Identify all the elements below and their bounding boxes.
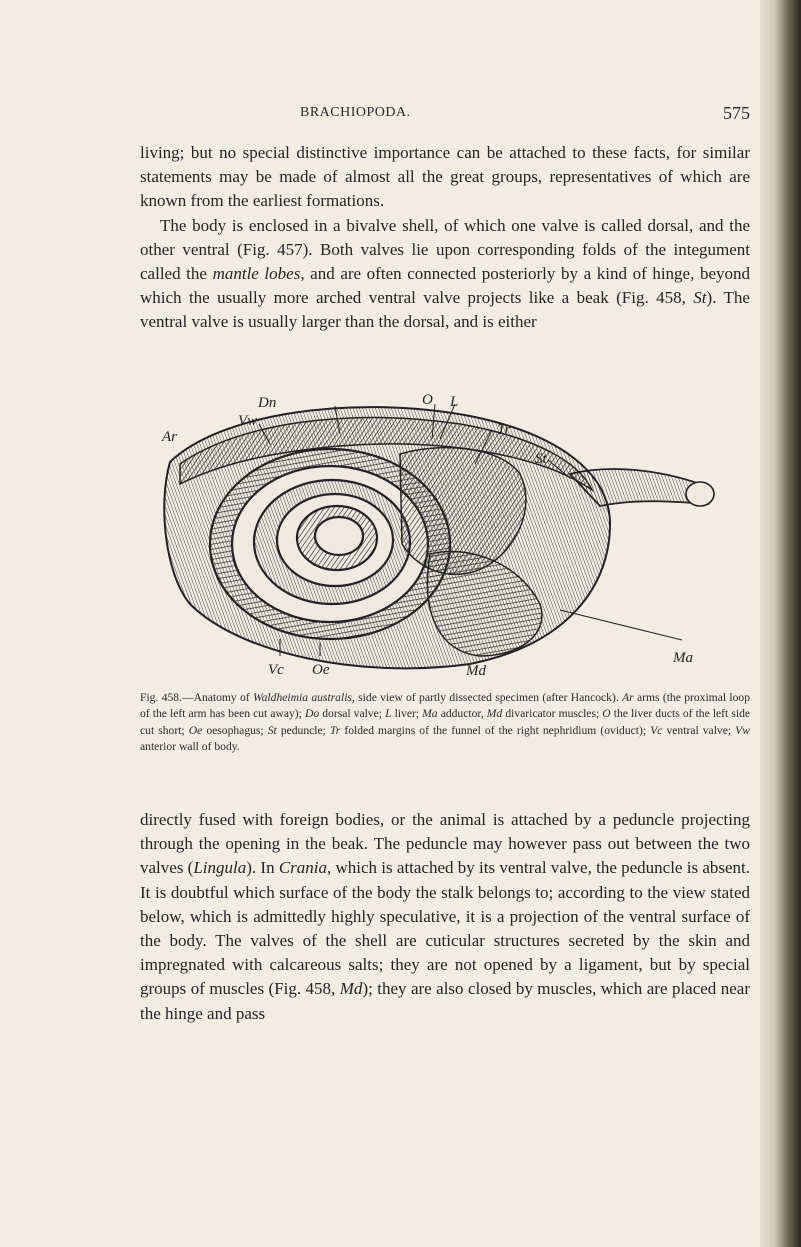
figure-458 — [140, 394, 750, 676]
label-l: L — [450, 394, 459, 410]
paragraph-3: directly fused with foreign bodies, or the animal is attached by a peduncle projecting through the opening in the beak. The peduncle may however pass out between the two valves (Lingula). In Crania, which is attached by its ventral valve, the peduncle is absent. It is doubtful which surface of the body the stalk belongs to; according to the view stated below, which is admittedly highly speculative, it is a projection of the ventral surface of the body. The valves of the shell are cuticular structures secreted by the skin and impregnated with calcareous salts; they are not opened by a ligament, but by special groups of muscles (Fig. 458, Md); they are also closed by muscles, which are placed near the hinge and pass — [140, 810, 751, 1023]
top-text-block — [140, 141, 750, 335]
label-st: St — [535, 451, 547, 467]
paragraph-2: The body is enclosed in a bivalve shell, of which one valve is called dorsal, and the other ventral (Fig. 457). Both valves lie upon corresponding folds of the integument called the mantle lobes, and are often connected posteriorly by a kind of hinge, beyond which the usually more arched ventral valve projects like a beak (Fig. 458, St). The ventral valve is usually larger than the dorsal, and is either — [140, 215, 750, 332]
label-ma: Ma — [673, 650, 693, 666]
running-head: BRACHIOPODA. — [300, 105, 411, 120]
label-vc: Vc — [268, 662, 284, 676]
label-tr: Tr — [497, 422, 511, 438]
paragraph-1: living; but no special distinctive importance can be attached to these facts, for similar statements may be made of almost all the great groups, representatives of which are known from the earliest formations. — [140, 143, 750, 211]
label-vw: Vw — [238, 413, 258, 429]
brachiopod-anatomy-illustration — [140, 394, 750, 676]
peduncle-end — [686, 482, 714, 506]
page-number: 575 — [723, 103, 750, 123]
label-dn: Dn — [258, 395, 277, 411]
label-oe: Oe — [312, 662, 330, 676]
page-header — [140, 103, 750, 125]
bottom-text-block — [140, 808, 750, 1026]
caption-text: Fig. 458.—Anatomy of Waldheimia australis, side view of partly dissected specimen (after Hancock). Ar arms (the proximal loop of the left arm has been cut away); Do dorsal valve; L liver; Ma adductor, Md divaricator muscles; O the liver ducts of the left side cut short; Oe oesophagus; St peduncle; Tr folded margins of the funnel of the right nephridium (oviduct); Vc ventral valve; Vw anterior wall of body. — [140, 691, 751, 754]
label-o: O — [422, 394, 433, 408]
label-md: Md — [466, 663, 486, 676]
figure-caption — [140, 690, 750, 756]
page-edge-shadow — [760, 0, 801, 1247]
label-ar: Ar — [162, 429, 177, 445]
